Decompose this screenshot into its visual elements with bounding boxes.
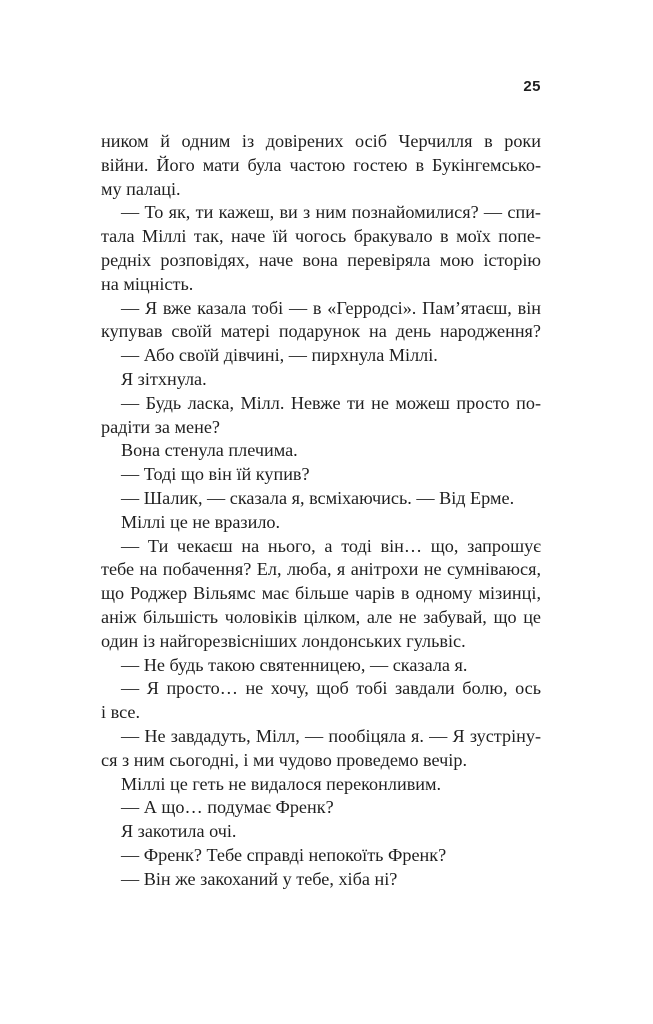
text-line: — Тоді що він їй купив? [121, 464, 310, 485]
text-line: що Роджер Вільямс має більше чарів в одному мізинці, [101, 583, 541, 604]
text-line: ником й одним із довірених осіб Черчилля в роки [101, 131, 541, 151]
text-line: тала Міллі так, наче їй чогось бракувало в моїх попе- [101, 226, 541, 247]
text-line: — То як, ти кажеш, ви з ним познайомилися? — спи- [121, 202, 541, 223]
text-line: один із найгорезвісніших лондонських гульвіс. [101, 630, 466, 651]
text-line: радіти за мене? [101, 416, 220, 437]
text-line: — Френк? Тебе справді непокоїть Френк? [121, 844, 447, 865]
text-line: аніж більшість чоловіків цілком, але не забувай, що це [101, 606, 541, 627]
text-line: на міцність. [101, 273, 194, 294]
text-line: Я зітхнула. [121, 368, 207, 389]
text-line: — Або своїй дівчині, — пирхнула Міллі. [121, 345, 438, 366]
text-line: — Будь ласка, Мілл. Невже ти не можеш просто по- [121, 392, 541, 413]
text-line: — Шалик, — сказала я, всміхаючись. — Від Ерме. [121, 487, 515, 508]
page-number: 25 [523, 78, 541, 95]
text-line: ся з ним сьогодні, і ми чудово проведемо вечір. [101, 749, 467, 770]
text-line: і все. [101, 702, 140, 723]
text-line: купував своїй матері подарунок на день народження? [101, 321, 541, 342]
text-line: редніх розповідях, наче вона перевіряла мою історію [101, 249, 541, 270]
text-line: Міллі це геть не видалося переконливим. [121, 773, 442, 794]
body-text [101, 130, 541, 892]
text-line: — А що… подумає Френк? [121, 797, 334, 818]
text-line: — Не завдадуть, Мілл, — пообіцяла я. — Я зустріну- [121, 725, 541, 746]
text-line: — Не будь такою святенницею, — сказала я. [121, 654, 468, 675]
text-line: — Я вже казала тобі — в «Герродсі». Пам’ятаєш, він [121, 297, 541, 318]
text-line: Міллі це не вразило. [121, 511, 281, 532]
text-line: — Ти чекаєш на нього, а тоді він… що, запрошує [121, 535, 541, 556]
text-line: — Я просто… не хочу, щоб тобі завдали болю, ось [121, 678, 541, 699]
text-line: му палаці. [101, 178, 181, 199]
text-line: — Він же закоханий у тебе, хіба ні? [121, 868, 398, 889]
text-line: Вона стенула плечима. [121, 440, 298, 461]
text-line: тебе на побачення? Ел, люба, я анітрохи не сумніваюся, [101, 559, 541, 580]
text-line: Я закотила очі. [121, 821, 237, 842]
text-line: війни. Його мати була частою гостею в Букінгемсько- [101, 154, 541, 175]
